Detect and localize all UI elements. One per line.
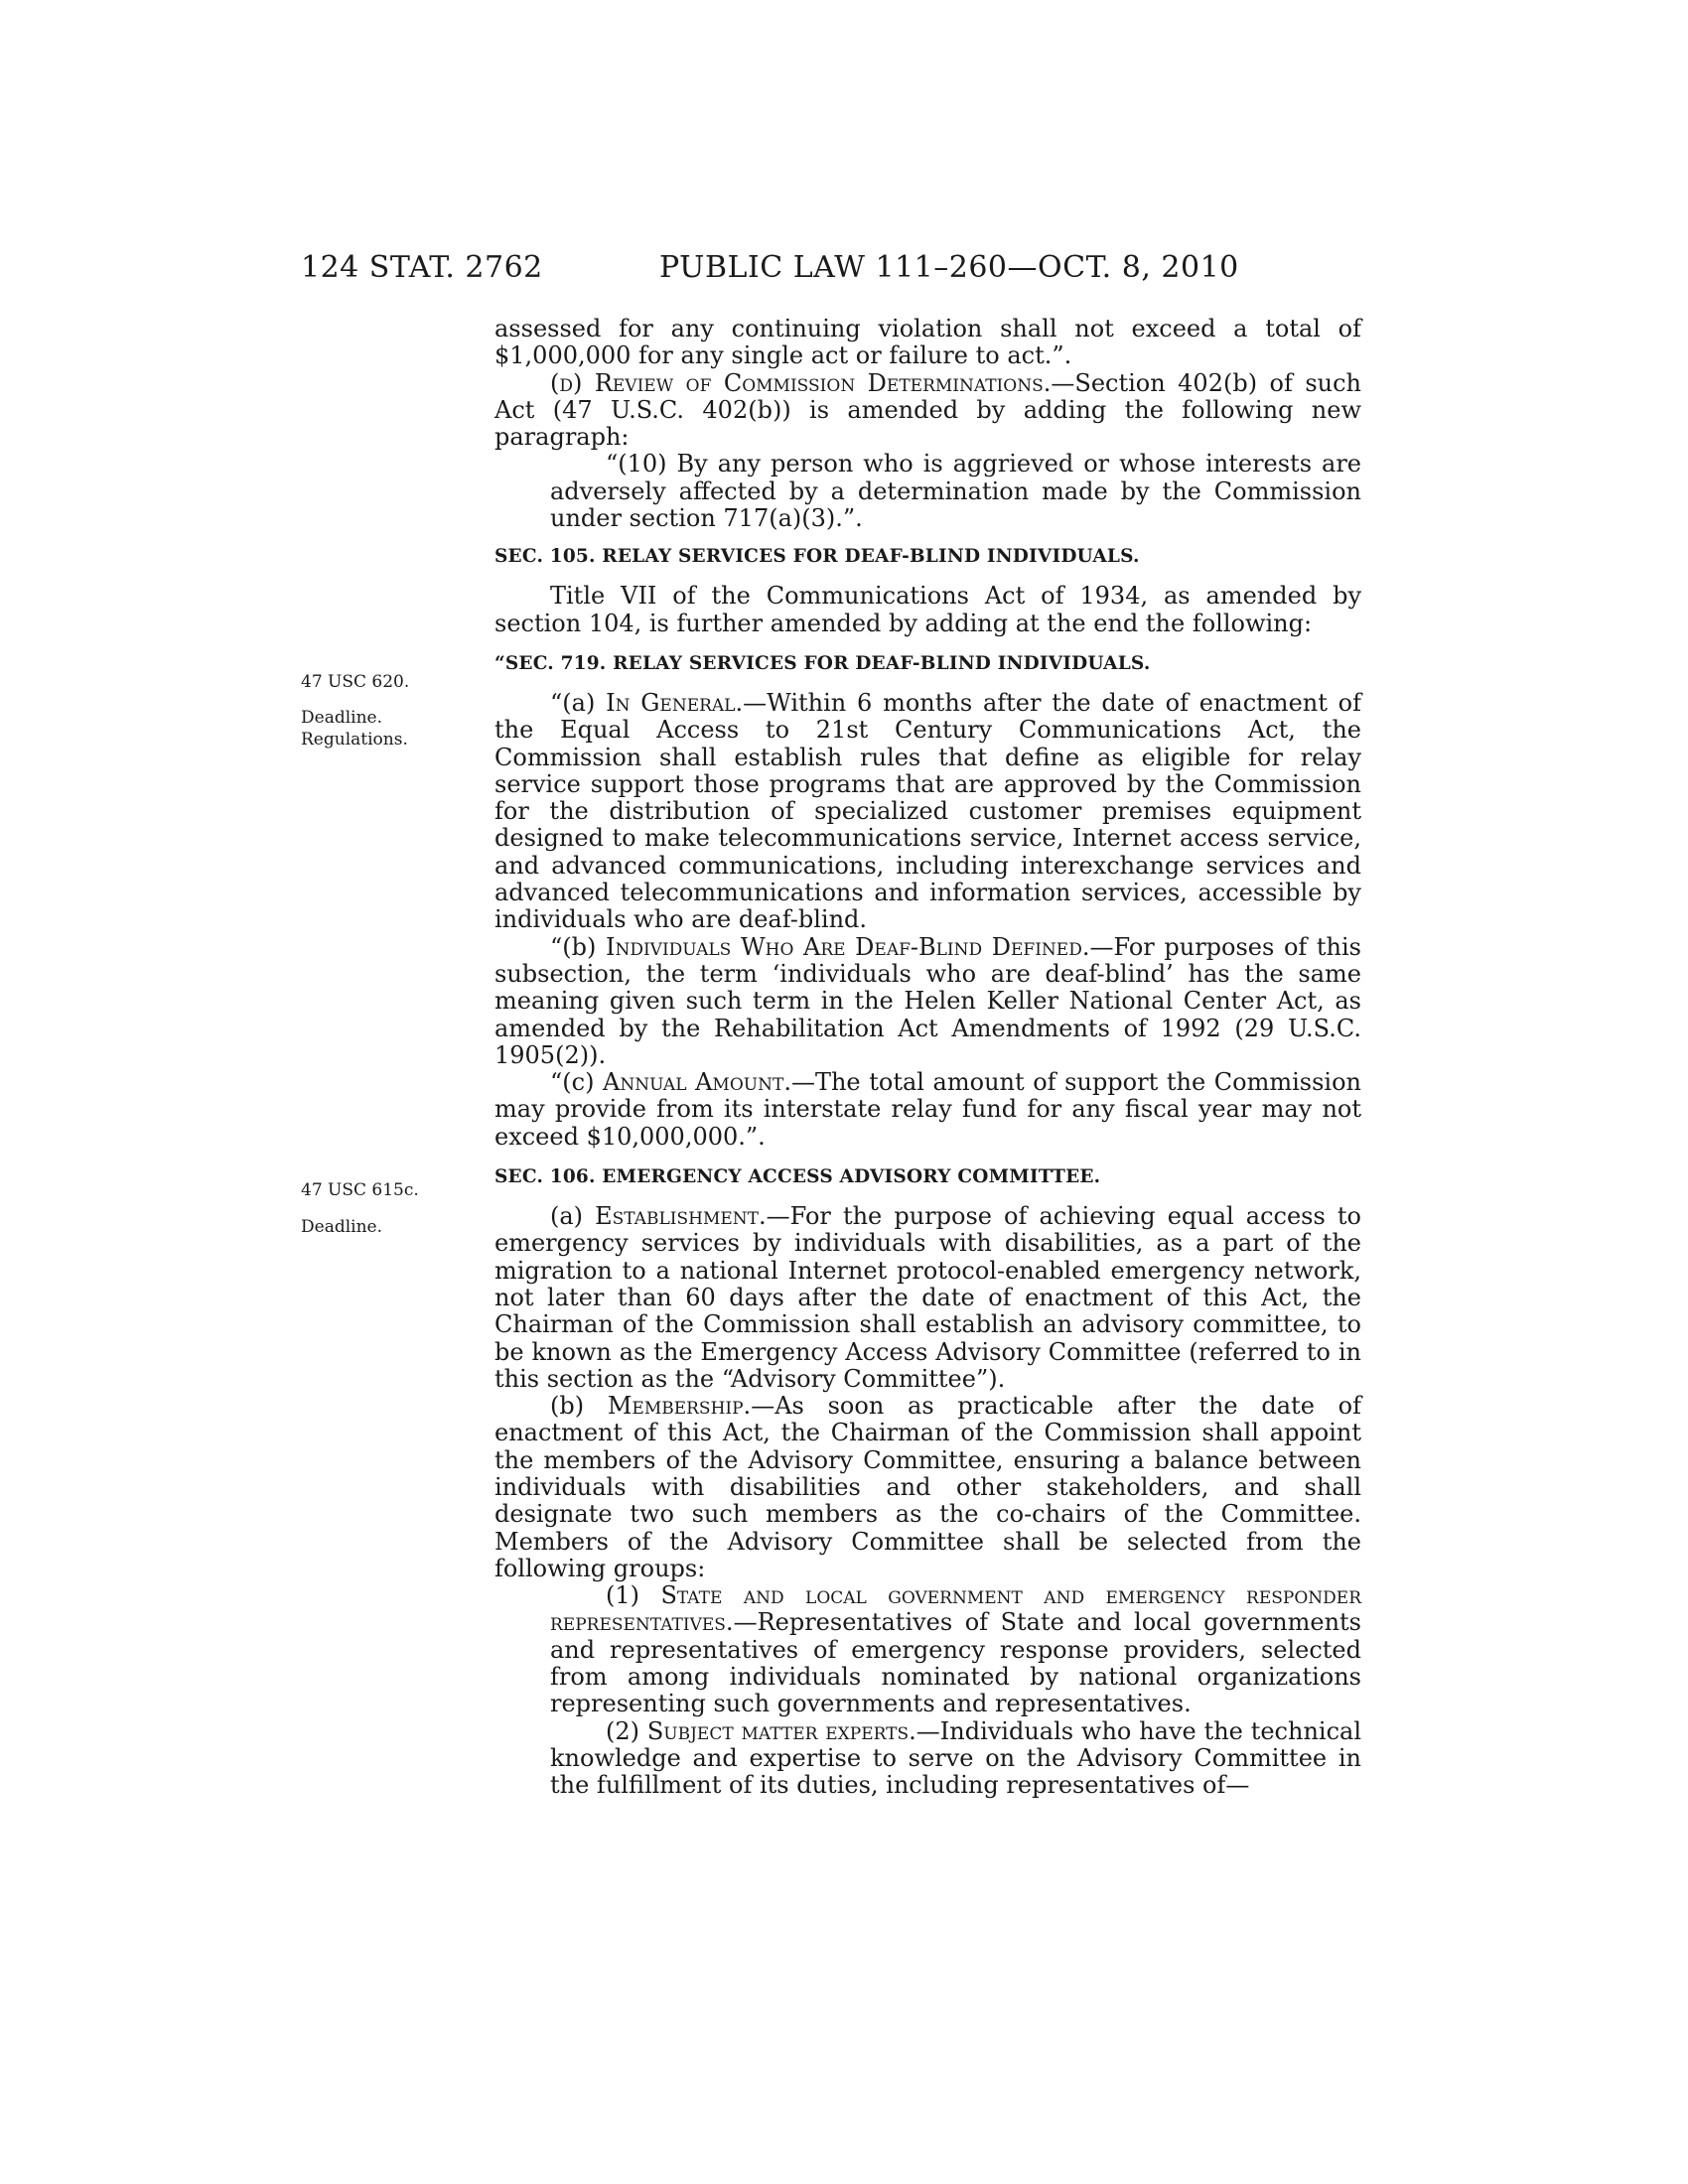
prefix-establishment: (a) xyxy=(550,1202,596,1231)
prefix-b: “(b) xyxy=(550,932,606,961)
paragraph-a xyxy=(494,690,1361,934)
text-d: —Section 402(b) of such Act (47 U.S.C. 402(b)) is amended by adding the following new paragraph: xyxy=(494,368,1362,452)
paragraph-c xyxy=(494,1069,1361,1151)
margin-note-line: Regulations. xyxy=(301,730,408,750)
paragraph-group-2 xyxy=(550,1718,1361,1800)
heading-group-1: State and local government and emergency responder representatives. xyxy=(550,1581,1362,1637)
prefix-a: “(a) xyxy=(550,688,607,717)
paragraph-establishment xyxy=(494,1203,1361,1393)
paragraph-d xyxy=(494,370,1361,452)
margin-note-usc-615c: 47 USC 615c. xyxy=(301,1180,419,1200)
paragraph-sec105: Title VII of the Communications Act of 1934, as amended by section 104, is further amended by adding at the end the following: xyxy=(494,582,1361,637)
paragraph-membership xyxy=(494,1393,1361,1582)
heading-b: Individuals Who Are Deaf-Blind Defined. xyxy=(605,932,1090,961)
text-establishment: —For the purpose of achieving equal access to emergency services by individuals with disabilities, as a part of the migration to a national Internet protocol-enabled emergency network, not later than 60 days after the date of enactment of this Act, the Chairman of the Commission shall establish an advisory committee, to be known as the Emergency Access Advisory Committee (referred to in this section as the “Advisory Committee”). xyxy=(494,1202,1361,1393)
text-c: —The total amount of support the Commission may provide from its interstate relay fund for any fiscal year may not exceed $10,000,000.”. xyxy=(494,1068,1361,1151)
margin-note-usc-620: 47 USC 620. xyxy=(301,672,410,692)
heading-d: (d) Review of Commission Determinations. xyxy=(550,368,1052,397)
heading-group-2: Subject matter experts. xyxy=(646,1716,916,1745)
prefix-membership: (b) xyxy=(550,1392,608,1421)
margin-note-deadline-2: Deadline. xyxy=(301,1217,382,1237)
page-number: 124 STAT. 2762 xyxy=(301,250,543,285)
section-heading-105: SEC. 105. RELAY SERVICES FOR DEAF-BLIND INDIVIDUALS. xyxy=(494,546,1140,568)
heading-establishment: Establishment. xyxy=(595,1202,767,1231)
prefix-group-1: (1) xyxy=(606,1581,661,1610)
prefix-c: “(c) xyxy=(550,1068,604,1097)
running-header: PUBLIC LAW 111–260—OCT. 8, 2010 xyxy=(659,250,1239,285)
heading-c: Annual Amount. xyxy=(603,1068,791,1097)
paragraph-b xyxy=(494,934,1361,1069)
section-heading-719: “SEC. 719. RELAY SERVICES FOR DEAF-BLIND INDIVIDUALS. xyxy=(494,652,1151,674)
text-a: —Within 6 months after the date of enactment of the Equal Access to 21st Century Communications Act, the Commission shall establish rules that define as eligible for relay service support those programs that are approved by the Commission for the distribution of specialized customer premises equipment designed to make telecommunications service, Internet access service, and advanced communications, including interexchange services and advanced telecommunications and information services, accessible by individuals who are deaf-blind. xyxy=(494,688,1361,934)
prefix-group-2: (2) xyxy=(606,1716,647,1745)
page-body xyxy=(494,316,1361,1800)
text-group-1: —Representatives of State and local governments and representatives of emergency response providers, selected from among individuals nominated by national organizations representing such governments and representatives. xyxy=(550,1608,1361,1718)
heading-a: In General. xyxy=(606,688,744,717)
text-group-2: —Individuals who have the technical knowledge and expertise to serve on the Advisory Committee in the fulfillment of its duties, including representatives of— xyxy=(550,1716,1362,1800)
section-heading-106: SEC. 106. EMERGENCY ACCESS ADVISORY COMMITTEE. xyxy=(494,1166,1101,1188)
text-membership: —As soon as practicable after the date of enactment of this Act, the Chairman of the Commission shall appoint the members of the Advisory Committee, ensuring a balance between individuals with disabilities and other stakeholders, and shall designate two such members as the co-chairs of the Committee. Members of the Advisory Committee shall be selected from the following groups: xyxy=(494,1392,1361,1582)
margin-note-line: Deadline. xyxy=(301,708,382,728)
text-b: —For purposes of this subsection, the term ‘individuals who are deaf-blind’ has the same meaning given such term in the Helen Keller National Center Act, as amended by the Rehabilitation Act Amendments of 1992 (29 U.S.C. 1905(2)). xyxy=(494,932,1361,1069)
margin-note-deadline xyxy=(301,707,450,751)
paragraph-continuation: assessed for any continuing violation shall not exceed a total of $1,000,000 for any single act or failure to act.”. xyxy=(494,315,1361,370)
quoted-paragraph-10: “(10) By any person who is aggrieved or whose interests are adversely affected by a determination made by the Commission under section 717(a)(3).”. xyxy=(550,450,1361,533)
paragraph-group-1 xyxy=(550,1582,1361,1717)
heading-membership: Membership. xyxy=(607,1392,752,1421)
